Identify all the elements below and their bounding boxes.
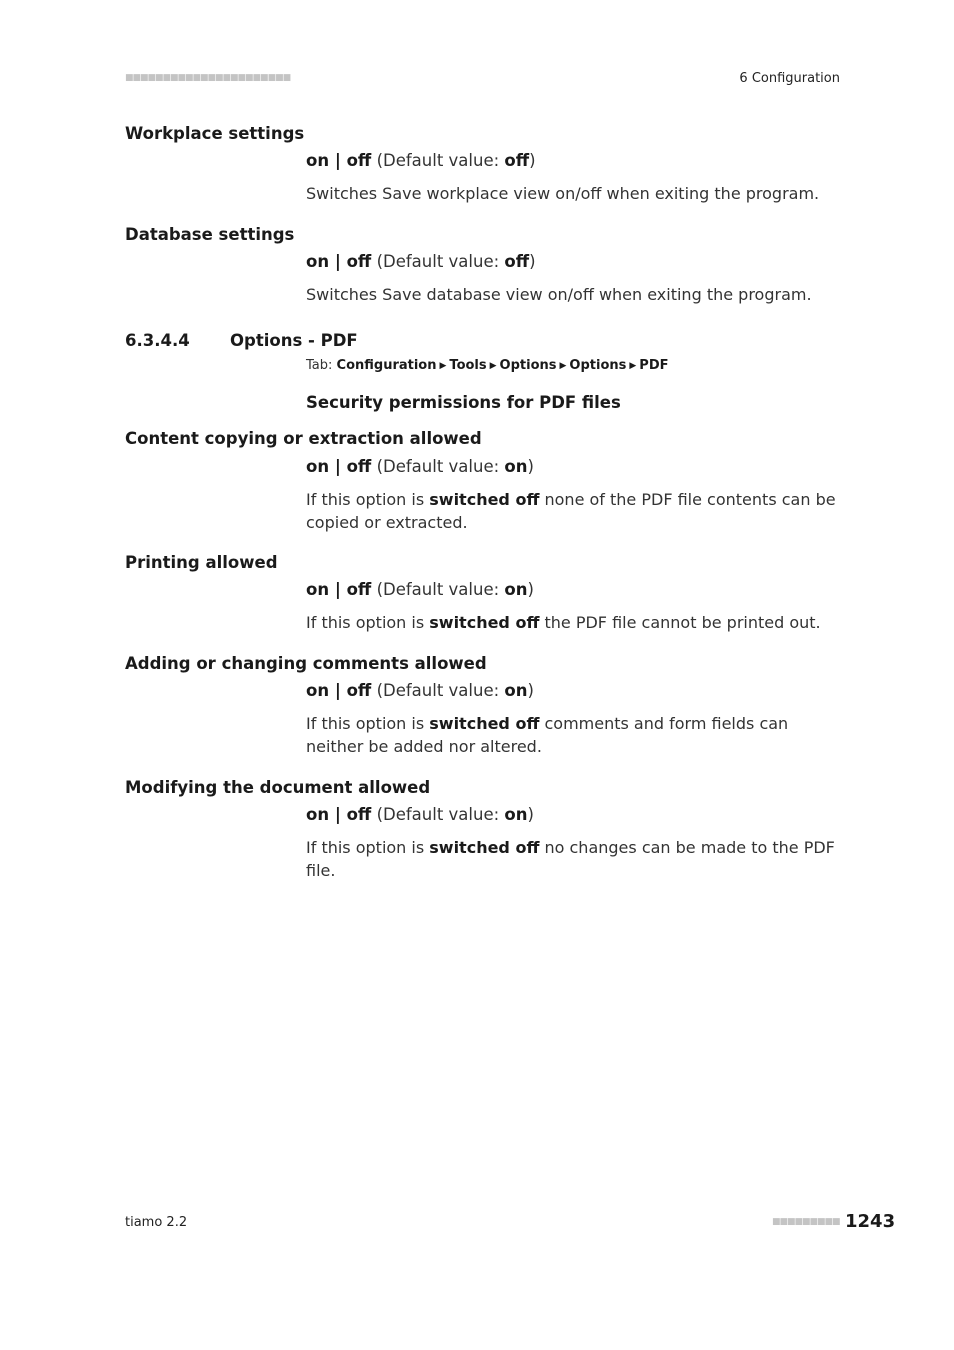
default-suffix: ) bbox=[529, 252, 536, 271]
desc-text: the PDF file cannot be printed out. bbox=[539, 613, 821, 632]
term-content-copying: Content copying or extraction allowed bbox=[125, 429, 482, 448]
default-suffix: ) bbox=[527, 805, 534, 824]
tab-label: Tab: bbox=[306, 358, 337, 373]
desc-bold: switched off bbox=[429, 490, 540, 509]
default-suffix: ) bbox=[529, 151, 536, 170]
desc-text: none of the PDF file contents can be copied or extracted. bbox=[306, 490, 836, 532]
value-options: on | off bbox=[306, 681, 372, 700]
footer-decoration: ■■■■■■■■■ bbox=[772, 1217, 840, 1227]
default-value: on bbox=[504, 681, 528, 700]
default-value: on bbox=[504, 457, 528, 476]
default-prefix: (Default value: bbox=[376, 580, 505, 599]
default-prefix: (Default value: bbox=[376, 457, 505, 476]
desc-bold: switched off bbox=[429, 838, 540, 857]
default-prefix: (Default value: bbox=[376, 151, 505, 170]
value-modifying-allowed bbox=[306, 805, 534, 824]
default-suffix: ) bbox=[527, 681, 534, 700]
section-title: Options - PDF bbox=[230, 331, 358, 350]
default-value: on bbox=[504, 580, 528, 599]
footer-product: tiamo 2.2 bbox=[125, 1215, 188, 1230]
desc-comments-allowed bbox=[306, 712, 846, 758]
tab-path-item: Options bbox=[499, 358, 557, 373]
desc-printing-allowed bbox=[306, 611, 846, 634]
desc-text: If this option is bbox=[306, 838, 430, 857]
value-database-settings bbox=[306, 252, 536, 271]
value-options: on | off bbox=[306, 805, 372, 824]
triangle-right-icon: ▶ bbox=[489, 361, 497, 371]
tab-path-item: PDF bbox=[639, 358, 669, 373]
default-suffix: ) bbox=[527, 580, 534, 599]
tab-path-item: Configuration bbox=[336, 358, 437, 373]
page-number: 1243 bbox=[845, 1211, 896, 1232]
default-prefix: (Default value: bbox=[376, 252, 505, 271]
header-decoration: ■■■■■■■■■■■■■■■■■■■■■■ bbox=[125, 73, 291, 83]
value-options: on | off bbox=[306, 252, 372, 271]
value-options: on | off bbox=[306, 580, 372, 599]
desc-content-copying bbox=[306, 488, 846, 534]
triangle-right-icon: ▶ bbox=[439, 361, 447, 371]
term-workplace-settings: Workplace settings bbox=[125, 124, 305, 143]
section-number: 6.3.4.4 bbox=[125, 331, 190, 350]
default-value: off bbox=[504, 252, 530, 271]
triangle-right-icon: ▶ bbox=[559, 361, 567, 371]
tab-path bbox=[306, 358, 669, 373]
term-database-settings: Database settings bbox=[125, 225, 295, 244]
default-value: off bbox=[504, 151, 530, 170]
desc-bold: switched off bbox=[429, 714, 540, 733]
default-value: on bbox=[504, 805, 528, 824]
desc-modifying-allowed bbox=[306, 836, 846, 882]
value-workplace-settings bbox=[306, 151, 536, 170]
desc-database-settings: Switches Save database view on/off when exiting the program. bbox=[306, 285, 812, 304]
desc-text: If this option is bbox=[306, 714, 430, 733]
tab-path-item: Tools bbox=[449, 358, 487, 373]
tab-path-item: Options bbox=[569, 358, 627, 373]
default-prefix: (Default value: bbox=[376, 681, 505, 700]
term-printing-allowed: Printing allowed bbox=[125, 553, 278, 572]
desc-text: If this option is bbox=[306, 613, 430, 632]
value-printing-allowed bbox=[306, 580, 534, 599]
term-comments-allowed: Adding or changing comments allowed bbox=[125, 654, 487, 673]
default-prefix: (Default value: bbox=[376, 805, 505, 824]
desc-text: comments and form fields can neither be added nor altered. bbox=[306, 714, 789, 756]
chapter-header: 6 Configuration bbox=[739, 71, 840, 86]
value-options: on | off bbox=[306, 457, 372, 476]
desc-text: If this option is bbox=[306, 490, 430, 509]
term-modifying-allowed: Modifying the document allowed bbox=[125, 778, 431, 797]
desc-text: no changes can be made to the PDF file. bbox=[306, 838, 835, 880]
subheading-security-permissions: Security permissions for PDF files bbox=[306, 393, 621, 412]
value-options: on | off bbox=[306, 151, 372, 170]
default-suffix: ) bbox=[527, 457, 534, 476]
triangle-right-icon: ▶ bbox=[629, 361, 637, 371]
value-comments-allowed bbox=[306, 681, 534, 700]
desc-bold: switched off bbox=[429, 613, 540, 632]
value-content-copying bbox=[306, 457, 534, 476]
desc-workplace-settings: Switches Save workplace view on/off when exiting the program. bbox=[306, 184, 820, 203]
